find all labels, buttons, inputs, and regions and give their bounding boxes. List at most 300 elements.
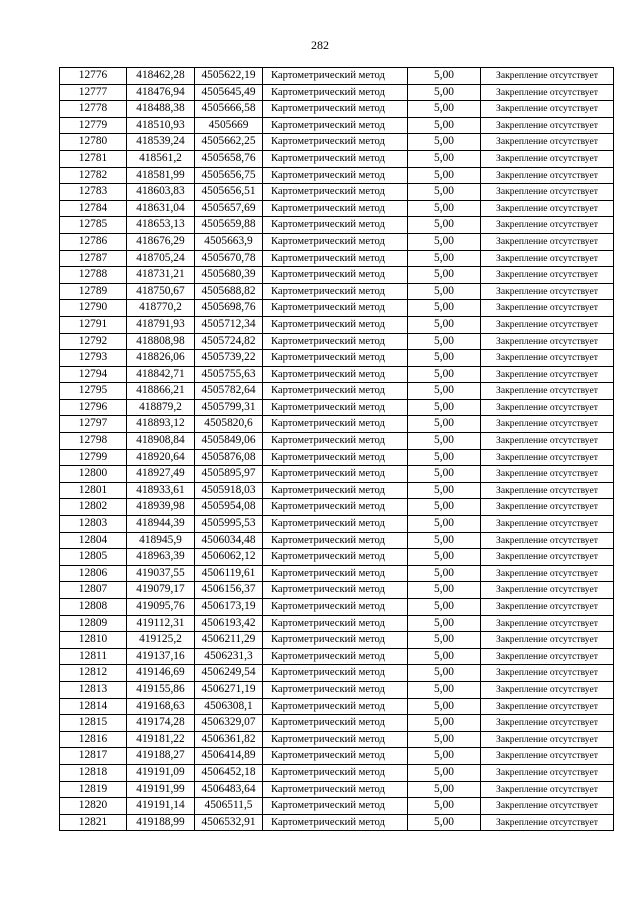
accuracy-cell: 5,00 [408,84,481,101]
fixing-cell: Закрепление отсутствует [481,532,614,549]
table-row [60,615,614,632]
x-coordinate-cell: 419137,16 [127,648,195,665]
accuracy-cell: 5,00 [408,615,481,632]
fixing-cell: Закрепление отсутствует [481,366,614,383]
method-cell: Картометрический метод [263,632,408,649]
point-number-cell: 12789 [60,283,127,300]
method-cell: Картометрический метод [263,549,408,566]
accuracy-cell: 5,00 [408,648,481,665]
method-cell: Картометрический метод [263,748,408,765]
point-number-cell: 12782 [60,167,127,184]
accuracy-cell: 5,00 [408,698,481,715]
fixing-cell: Закрепление отсутствует [481,764,614,781]
fixing-cell: Закрепление отсутствует [481,565,614,582]
fixing-cell: Закрепление отсутствует [481,333,614,350]
y-coordinate-cell: 4505680,39 [195,267,263,284]
method-cell: Картометрический метод [263,84,408,101]
fixing-cell: Закрепление отсутствует [481,516,614,533]
table-row [60,84,614,101]
x-coordinate-cell: 418750,67 [127,283,195,300]
x-coordinate-cell: 418476,94 [127,84,195,101]
y-coordinate-cell: 4505666,58 [195,101,263,118]
method-cell: Картометрический метод [263,532,408,549]
y-coordinate-cell: 4506361,82 [195,731,263,748]
table-row [60,217,614,234]
y-coordinate-cell: 4506249,54 [195,665,263,682]
y-coordinate-cell: 4506231,3 [195,648,263,665]
table-row [60,399,614,416]
fixing-cell: Закрепление отсутствует [481,383,614,400]
accuracy-cell: 5,00 [408,449,481,466]
y-coordinate-cell: 4505918,03 [195,482,263,499]
table-row [60,267,614,284]
fixing-cell: Закрепление отсутствует [481,599,614,616]
point-number-cell: 12799 [60,449,127,466]
point-number-cell: 12781 [60,150,127,167]
fixing-cell: Закрепление отсутствует [481,134,614,151]
accuracy-cell: 5,00 [408,134,481,151]
table-row [60,233,614,250]
x-coordinate-cell: 418908,84 [127,433,195,450]
accuracy-cell: 5,00 [408,665,481,682]
fixing-cell: Закрепление отсутствует [481,283,614,300]
y-coordinate-cell: 4506308,1 [195,698,263,715]
y-coordinate-cell: 4506034,48 [195,532,263,549]
table-row [60,333,614,350]
table-row [60,416,614,433]
method-cell: Картометрический метод [263,665,408,682]
table-row [60,599,614,616]
x-coordinate-cell: 419188,99 [127,814,195,831]
table-row [60,250,614,267]
point-number-cell: 12803 [60,516,127,533]
point-number-cell: 12776 [60,68,127,85]
y-coordinate-cell: 4505688,82 [195,283,263,300]
point-number-cell: 12787 [60,250,127,267]
point-number-cell: 12809 [60,615,127,632]
y-coordinate-cell: 4505799,31 [195,399,263,416]
point-number-cell: 12816 [60,731,127,748]
point-number-cell: 12795 [60,383,127,400]
accuracy-cell: 5,00 [408,300,481,317]
method-cell: Картометрический метод [263,499,408,516]
method-cell: Картометрический метод [263,366,408,383]
fixing-cell: Закрепление отсутствует [481,267,614,284]
x-coordinate-cell: 419168,63 [127,698,195,715]
x-coordinate-cell: 418842,71 [127,366,195,383]
fixing-cell: Закрепление отсутствует [481,350,614,367]
accuracy-cell: 5,00 [408,383,481,400]
point-number-cell: 12796 [60,399,127,416]
y-coordinate-cell: 4505658,76 [195,150,263,167]
point-number-cell: 12810 [60,632,127,649]
table-row [60,764,614,781]
table-row [60,150,614,167]
x-coordinate-cell: 418939,98 [127,499,195,516]
method-cell: Картометрический метод [263,615,408,632]
fixing-cell: Закрепление отсутствует [481,748,614,765]
method-cell: Картометрический метод [263,399,408,416]
accuracy-cell: 5,00 [408,184,481,201]
method-cell: Картометрический метод [263,416,408,433]
table-row [60,68,614,85]
y-coordinate-cell: 4506483,64 [195,781,263,798]
y-coordinate-cell: 4505895,97 [195,466,263,483]
accuracy-cell: 5,00 [408,233,481,250]
point-number-cell: 12797 [60,416,127,433]
point-number-cell: 12819 [60,781,127,798]
method-cell: Картометрический метод [263,449,408,466]
accuracy-cell: 5,00 [408,731,481,748]
x-coordinate-cell: 419146,69 [127,665,195,682]
x-coordinate-cell: 418581,99 [127,167,195,184]
point-number-cell: 12780 [60,134,127,151]
x-coordinate-cell: 419037,55 [127,565,195,582]
x-coordinate-cell: 418893,12 [127,416,195,433]
fixing-cell: Закрепление отсутствует [481,615,614,632]
fixing-cell: Закрепление отсутствует [481,217,614,234]
point-number-cell: 12792 [60,333,127,350]
method-cell: Картометрический метод [263,250,408,267]
fixing-cell: Закрепление отсутствует [481,101,614,118]
fixing-cell: Закрепление отсутствует [481,150,614,167]
accuracy-cell: 5,00 [408,748,481,765]
accuracy-cell: 5,00 [408,416,481,433]
method-cell: Картометрический метод [263,582,408,599]
accuracy-cell: 5,00 [408,350,481,367]
accuracy-cell: 5,00 [408,781,481,798]
method-cell: Картометрический метод [263,648,408,665]
point-number-cell: 12804 [60,532,127,549]
fixing-cell: Закрепление отсутствует [481,250,614,267]
y-coordinate-cell: 4505698,76 [195,300,263,317]
accuracy-cell: 5,00 [408,117,481,134]
y-coordinate-cell: 4505656,75 [195,167,263,184]
table-row [60,316,614,333]
method-cell: Картометрический метод [263,134,408,151]
fixing-cell: Закрепление отсутствует [481,399,614,416]
table-row [60,798,614,815]
table-row [60,200,614,217]
point-number-cell: 12778 [60,101,127,118]
fixing-cell: Закрепление отсутствует [481,731,614,748]
y-coordinate-cell: 4506173,19 [195,599,263,616]
method-cell: Картометрический метод [263,101,408,118]
fixing-cell: Закрепление отсутствует [481,648,614,665]
method-cell: Картометрический метод [263,698,408,715]
y-coordinate-cell: 4506532,91 [195,814,263,831]
method-cell: Картометрический метод [263,333,408,350]
fixing-cell: Закрепление отсутствует [481,781,614,798]
x-coordinate-cell: 418826,06 [127,350,195,367]
y-coordinate-cell: 4505755,63 [195,366,263,383]
accuracy-cell: 5,00 [408,565,481,582]
accuracy-cell: 5,00 [408,681,481,698]
method-cell: Картометрический метод [263,184,408,201]
x-coordinate-cell: 418944,39 [127,516,195,533]
accuracy-cell: 5,00 [408,499,481,516]
method-cell: Картометрический метод [263,798,408,815]
method-cell: Картометрический метод [263,167,408,184]
table-row [60,101,614,118]
y-coordinate-cell: 4505645,49 [195,84,263,101]
x-coordinate-cell: 418631,04 [127,200,195,217]
method-cell: Картометрический метод [263,68,408,85]
point-number-cell: 12820 [60,798,127,815]
table-row [60,300,614,317]
table-row [60,283,614,300]
x-coordinate-cell: 419112,31 [127,615,195,632]
page-number: 282 [311,38,329,52]
x-coordinate-cell: 418705,24 [127,250,195,267]
method-cell: Картометрический метод [263,117,408,134]
x-coordinate-cell: 418866,21 [127,383,195,400]
x-coordinate-cell: 419188,27 [127,748,195,765]
accuracy-cell: 5,00 [408,715,481,732]
fixing-cell: Закрепление отсутствует [481,499,614,516]
accuracy-cell: 5,00 [408,798,481,815]
point-number-cell: 12821 [60,814,127,831]
x-coordinate-cell: 419095,76 [127,599,195,616]
table-row [60,731,614,748]
x-coordinate-cell: 418770,2 [127,300,195,317]
point-number-cell: 12807 [60,582,127,599]
x-coordinate-cell: 418603,83 [127,184,195,201]
table-row [60,366,614,383]
table-row [60,482,614,499]
method-cell: Картометрический метод [263,150,408,167]
table-row [60,582,614,599]
table-row [60,748,614,765]
table-row [60,516,614,533]
table-row [60,698,614,715]
x-coordinate-cell: 419191,14 [127,798,195,815]
table-row [60,167,614,184]
fixing-cell: Закрепление отсутствует [481,698,614,715]
point-number-cell: 12791 [60,316,127,333]
point-number-cell: 12790 [60,300,127,317]
y-coordinate-cell: 4506156,37 [195,582,263,599]
fixing-cell: Закрепление отсутствует [481,449,614,466]
point-number-cell: 12800 [60,466,127,483]
fixing-cell: Закрепление отсутствует [481,233,614,250]
point-number-cell: 12786 [60,233,127,250]
accuracy-cell: 5,00 [408,150,481,167]
accuracy-cell: 5,00 [408,764,481,781]
y-coordinate-cell: 4506119,61 [195,565,263,582]
method-cell: Картометрический метод [263,300,408,317]
y-coordinate-cell: 4505954,08 [195,499,263,516]
x-coordinate-cell: 418561,2 [127,150,195,167]
y-coordinate-cell: 4505662,25 [195,134,263,151]
x-coordinate-cell: 418510,93 [127,117,195,134]
fixing-cell: Закрепление отсутствует [481,582,614,599]
point-number-cell: 12783 [60,184,127,201]
fixing-cell: Закрепление отсутствует [481,632,614,649]
fixing-cell: Закрепление отсутствует [481,416,614,433]
x-coordinate-cell: 419191,09 [127,764,195,781]
accuracy-cell: 5,00 [408,250,481,267]
method-cell: Картометрический метод [263,433,408,450]
method-cell: Картометрический метод [263,814,408,831]
accuracy-cell: 5,00 [408,814,481,831]
method-cell: Картометрический метод [263,781,408,798]
accuracy-cell: 5,00 [408,101,481,118]
table-row [60,532,614,549]
x-coordinate-cell: 419155,86 [127,681,195,698]
fixing-cell: Закрепление отсутствует [481,68,614,85]
table-row [60,134,614,151]
table-row [60,433,614,450]
point-number-cell: 12779 [60,117,127,134]
x-coordinate-cell: 418808,98 [127,333,195,350]
point-number-cell: 12785 [60,217,127,234]
accuracy-cell: 5,00 [408,466,481,483]
x-coordinate-cell: 418462,28 [127,68,195,85]
y-coordinate-cell: 4505663,9 [195,233,263,250]
y-coordinate-cell: 4506211,29 [195,632,263,649]
fixing-cell: Закрепление отсутствует [481,117,614,134]
method-cell: Картометрический метод [263,283,408,300]
coordinates-table [59,67,614,831]
table-row [60,648,614,665]
y-coordinate-cell: 4506271,19 [195,681,263,698]
method-cell: Картометрический метод [263,217,408,234]
fixing-cell: Закрепление отсутствует [481,316,614,333]
x-coordinate-cell: 419174,28 [127,715,195,732]
point-number-cell: 12784 [60,200,127,217]
fixing-cell: Закрепление отсутствует [481,300,614,317]
table-row [60,449,614,466]
x-coordinate-cell: 418676,29 [127,233,195,250]
x-coordinate-cell: 418945,9 [127,532,195,549]
method-cell: Картометрический метод [263,516,408,533]
x-coordinate-cell: 418933,61 [127,482,195,499]
accuracy-cell: 5,00 [408,333,481,350]
table-row [60,781,614,798]
point-number-cell: 12798 [60,433,127,450]
y-coordinate-cell: 4505724,82 [195,333,263,350]
table-row [60,549,614,566]
y-coordinate-cell: 4505876,08 [195,449,263,466]
table-row [60,350,614,367]
x-coordinate-cell: 419191,99 [127,781,195,798]
y-coordinate-cell: 4506329,07 [195,715,263,732]
point-number-cell: 12802 [60,499,127,516]
coordinates-table-body [60,68,614,831]
fixing-cell: Закрепление отсутствует [481,433,614,450]
method-cell: Картометрический метод [263,715,408,732]
method-cell: Картометрический метод [263,350,408,367]
accuracy-cell: 5,00 [408,399,481,416]
y-coordinate-cell: 4505995,53 [195,516,263,533]
y-coordinate-cell: 4505657,69 [195,200,263,217]
table-row [60,632,614,649]
x-coordinate-cell: 418488,38 [127,101,195,118]
table-row [60,466,614,483]
accuracy-cell: 5,00 [408,200,481,217]
x-coordinate-cell: 418731,21 [127,267,195,284]
x-coordinate-cell: 418920,64 [127,449,195,466]
point-number-cell: 12806 [60,565,127,582]
table-row [60,665,614,682]
table-row [60,814,614,831]
x-coordinate-cell: 419181,22 [127,731,195,748]
point-number-cell: 12812 [60,665,127,682]
fixing-cell: Закрепление отсутствует [481,200,614,217]
fixing-cell: Закрепление отсутствует [481,814,614,831]
table-row [60,184,614,201]
method-cell: Картометрический метод [263,466,408,483]
point-number-cell: 12801 [60,482,127,499]
accuracy-cell: 5,00 [408,366,481,383]
y-coordinate-cell: 4506452,18 [195,764,263,781]
method-cell: Картометрический метод [263,599,408,616]
accuracy-cell: 5,00 [408,283,481,300]
x-coordinate-cell: 418963,39 [127,549,195,566]
accuracy-cell: 5,00 [408,316,481,333]
point-number-cell: 12811 [60,648,127,665]
method-cell: Картометрический метод [263,316,408,333]
y-coordinate-cell: 4505669 [195,117,263,134]
y-coordinate-cell: 4505820,6 [195,416,263,433]
point-number-cell: 12815 [60,715,127,732]
y-coordinate-cell: 4505656,51 [195,184,263,201]
table-row [60,117,614,134]
point-number-cell: 12813 [60,681,127,698]
x-coordinate-cell: 418653,13 [127,217,195,234]
table-row [60,565,614,582]
point-number-cell: 12793 [60,350,127,367]
accuracy-cell: 5,00 [408,516,481,533]
accuracy-cell: 5,00 [408,217,481,234]
accuracy-cell: 5,00 [408,532,481,549]
x-coordinate-cell: 418791,93 [127,316,195,333]
method-cell: Картометрический метод [263,565,408,582]
fixing-cell: Закрепление отсутствует [481,549,614,566]
accuracy-cell: 5,00 [408,549,481,566]
y-coordinate-cell: 4506414,89 [195,748,263,765]
y-coordinate-cell: 4505670,78 [195,250,263,267]
accuracy-cell: 5,00 [408,599,481,616]
x-coordinate-cell: 418539,24 [127,134,195,151]
y-coordinate-cell: 4505712,34 [195,316,263,333]
fixing-cell: Закрепление отсутствует [481,466,614,483]
accuracy-cell: 5,00 [408,433,481,450]
x-coordinate-cell: 419079,17 [127,582,195,599]
point-number-cell: 12814 [60,698,127,715]
method-cell: Картометрический метод [263,731,408,748]
point-number-cell: 12818 [60,764,127,781]
point-number-cell: 12805 [60,549,127,566]
table-row [60,715,614,732]
fixing-cell: Закрепление отсутствует [481,167,614,184]
method-cell: Картометрический метод [263,764,408,781]
y-coordinate-cell: 4505739,22 [195,350,263,367]
fixing-cell: Закрепление отсутствует [481,798,614,815]
accuracy-cell: 5,00 [408,68,481,85]
fixing-cell: Закрепление отсутствует [481,665,614,682]
x-coordinate-cell: 418927,49 [127,466,195,483]
accuracy-cell: 5,00 [408,482,481,499]
point-number-cell: 12817 [60,748,127,765]
fixing-cell: Закрепление отсутствует [481,184,614,201]
y-coordinate-cell: 4505659,88 [195,217,263,234]
point-number-cell: 12788 [60,267,127,284]
method-cell: Картометрический метод [263,200,408,217]
fixing-cell: Закрепление отсутствует [481,715,614,732]
table-row [60,681,614,698]
